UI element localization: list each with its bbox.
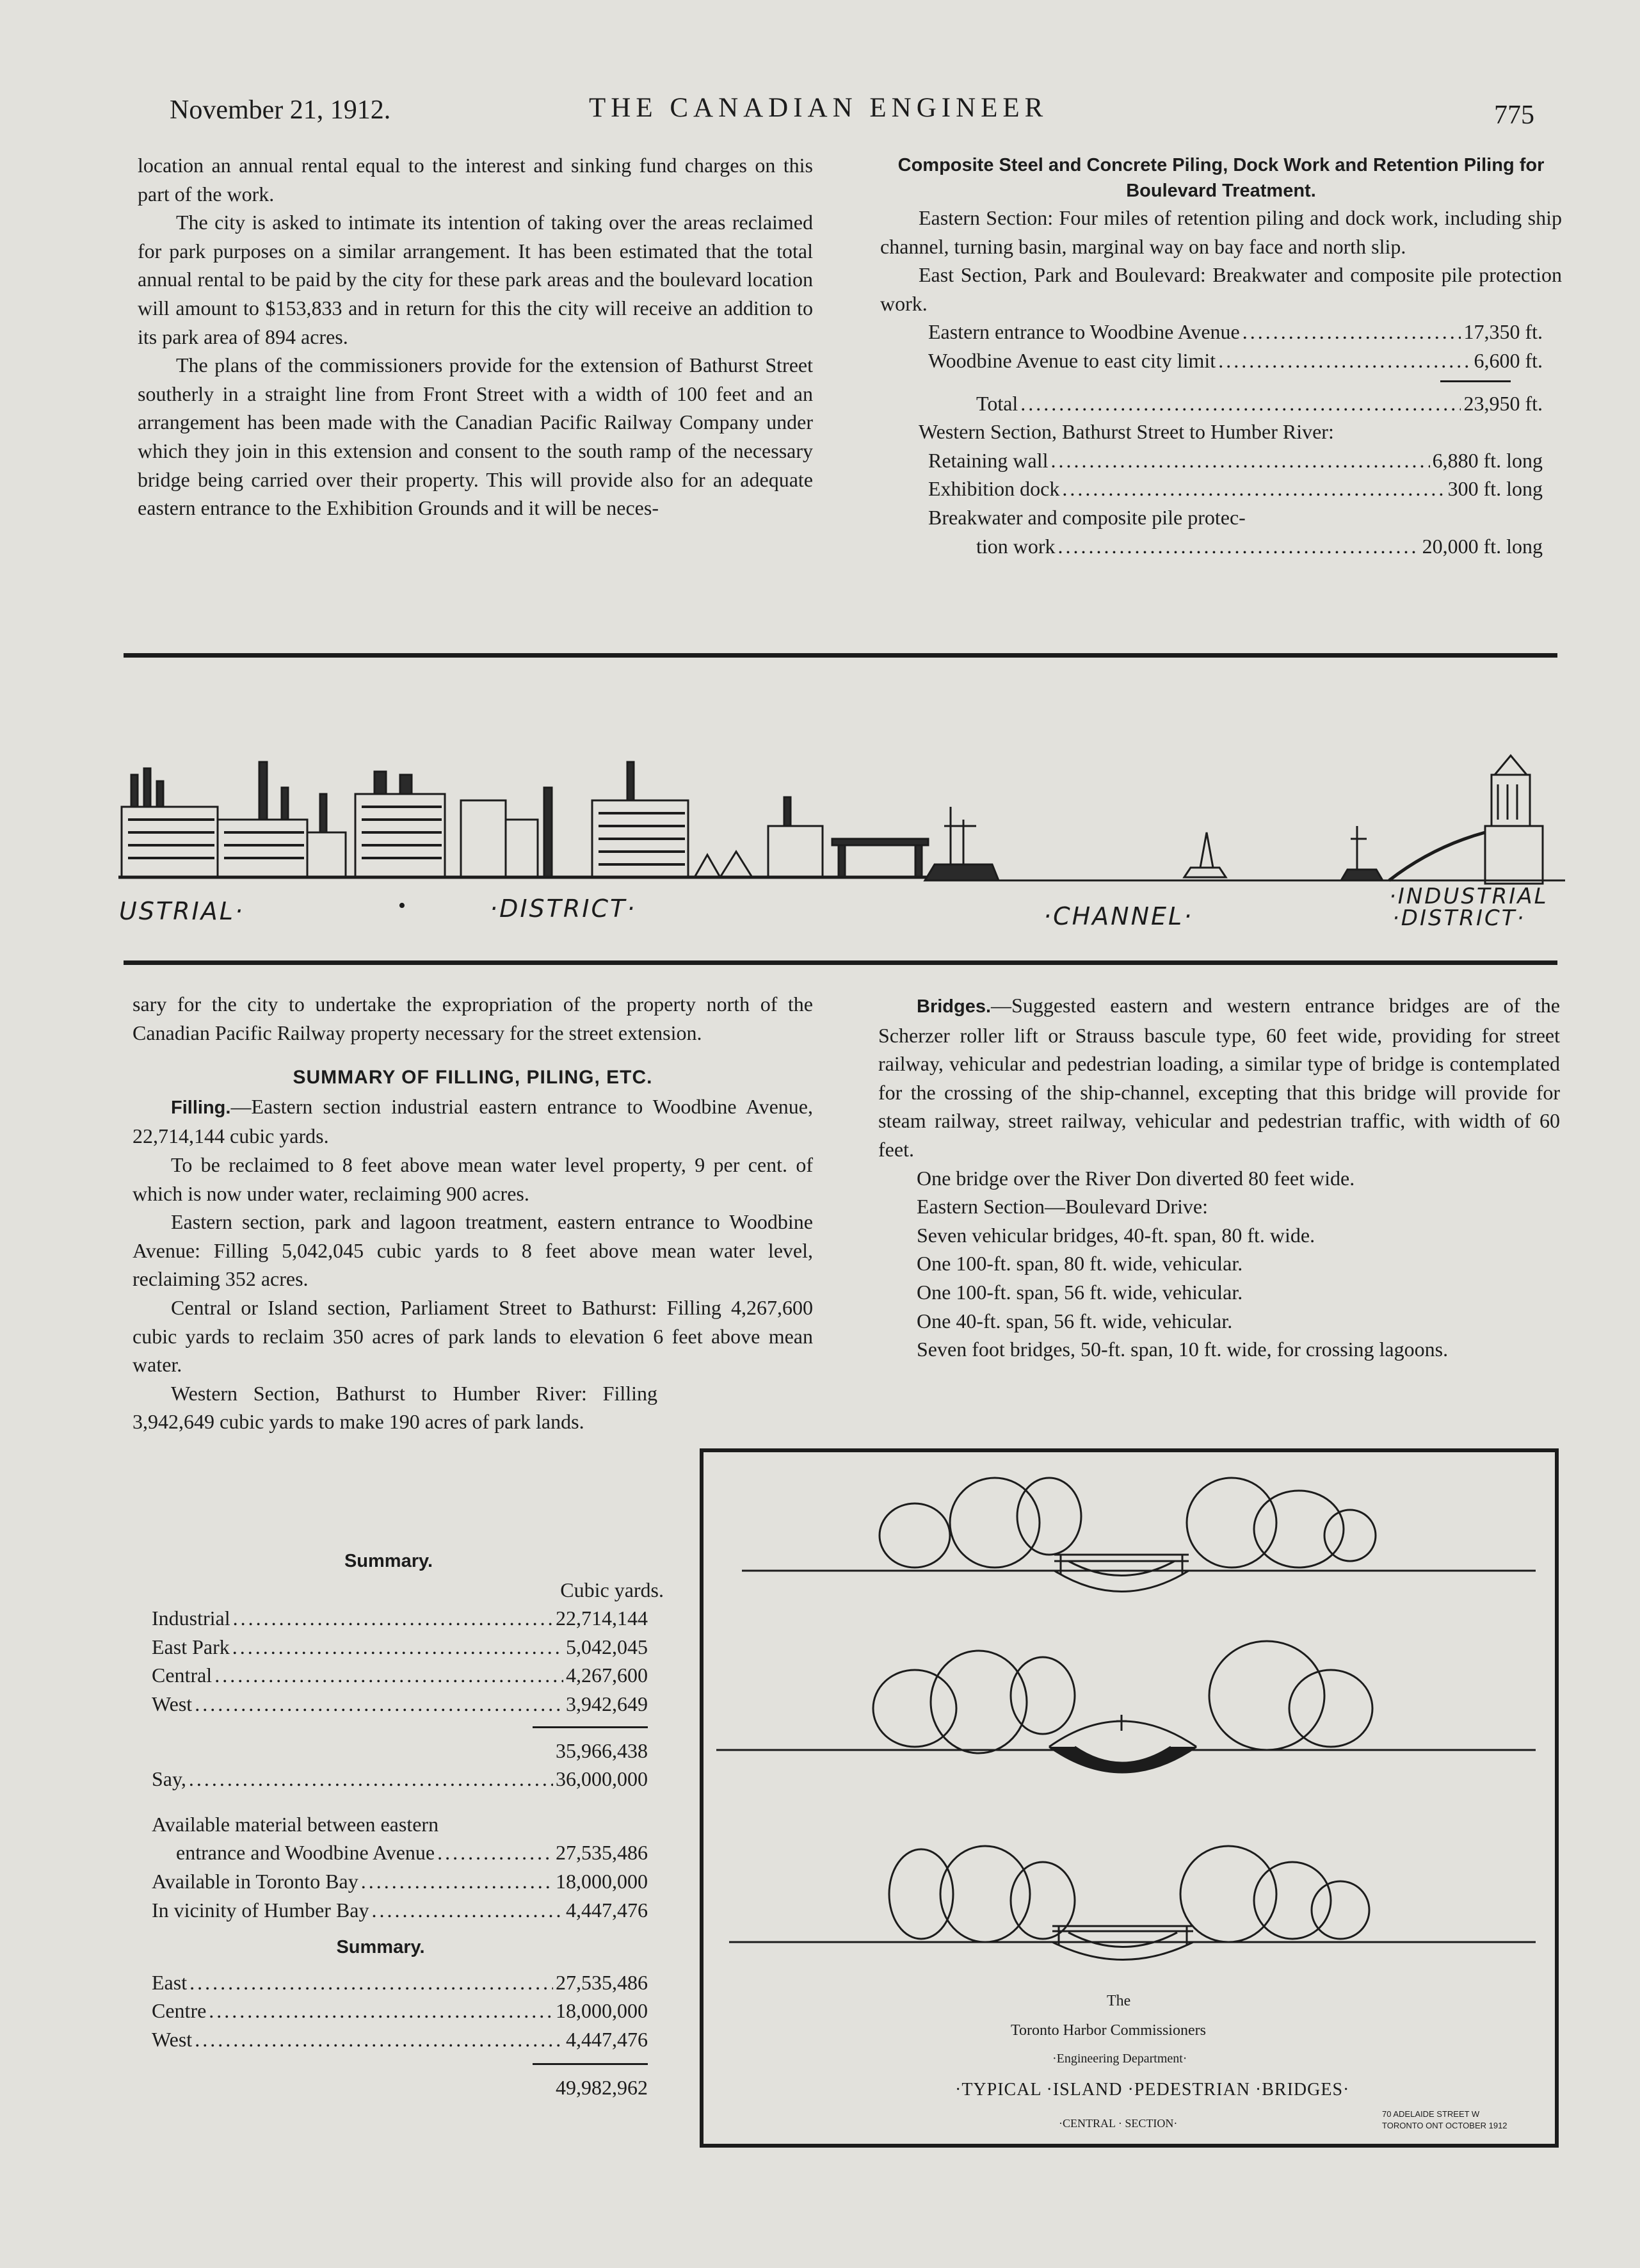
table-row: Woodbine Avenue to east city limit . . . 6,600 ft.	[928, 346, 1543, 375]
drawing-caption-section: ·CENTRAL · SECTION·	[1059, 2117, 1178, 2130]
drawing-caption-department: ·Engineering Department·	[1052, 2052, 1187, 2066]
total-value: 35,966,438	[556, 1738, 648, 1762]
paragraph: Western Section, Bathurst to Humber River: Filling 3,942,649 cubic yards to make 190 acres of park lands.	[133, 1381, 657, 1434]
paragraph: Eastern section, park and lagoon treatment, eastern entrance to Woodbine Avenue: Filling 5,042,045 cubic yards to 8 feet above mean water level, reclaiming 352 acres.	[133, 1210, 813, 1291]
table-row: Centre . . . 18,000,000	[152, 1997, 648, 2025]
paragraph: One bridge over the River Don diverted 80 feet wide.	[917, 1166, 1355, 1190]
paragraph: Eastern Section—Boulevard Drive:	[917, 1195, 1208, 1219]
drawing-caption-the: The	[1107, 1993, 1131, 2009]
paragraph: East Section, Park and Boulevard: Breakwater and composite pile protection work.	[880, 263, 1562, 315]
label-industrial-right: ·INDUSTRIAL	[1389, 884, 1548, 909]
sum-rule	[533, 2063, 648, 2065]
total-value: 49,982,962	[556, 2075, 648, 2099]
paragraph: The city is asked to intimate its intention of taking over the areas reclaimed for park purposes on a similar arrangement. It has been estimated that the total annual rental to be paid by the city for these park areas and the boulevard location will amount to $153,833 and in return for this the city will receive an addition to its park area of 894 acres.	[138, 211, 813, 348]
table-row: Breakwater and composite pile protec-	[928, 505, 1246, 529]
table-row: Central . . . 4,267,600	[152, 1661, 648, 1690]
label-channel: ·CHANNEL·	[1043, 902, 1194, 930]
paragraph: Filling.—Eastern section industrial eastern entrance to Woodbine Avenue, 22,714,144 cubic yards.	[133, 1094, 813, 1148]
table-row: Industrial . . . 22,714,144	[152, 1604, 648, 1633]
top-left-column	[138, 151, 813, 522]
table-row: West . . . 4,447,476	[152, 2025, 648, 2054]
journal-title: THE CANADIAN ENGINEER	[589, 93, 1049, 123]
summary-tables	[152, 1547, 664, 2102]
unit-label: Cubic yards.	[560, 1578, 664, 1601]
paragraph: location an annual rental equal to the interest and sinking fund charges on this part of the work.	[138, 154, 813, 206]
paragraph: One 40-ft. span, 56 ft. wide, vehicular.	[917, 1309, 1233, 1332]
table-row: Available material between eastern	[152, 1812, 439, 1836]
table-row: In vicinity of Humber Bay . . . 4,447,476	[152, 1896, 648, 1925]
harbour-skyline-illustration	[118, 736, 1565, 903]
paragraph: sary for the city to undertake the expropriation of the property north of the Canadian Pacific Railway property necessary for the street extension.	[133, 992, 813, 1044]
skyline-top-rule	[124, 653, 1557, 658]
table-row: Say, . . . 36,000,000	[152, 1765, 648, 1794]
table-row: Eastern entrance to Woodbine Avenue . . . 17,350 ft.	[928, 318, 1543, 346]
paragraph: Western Section, Bathurst Street to Humber River:	[919, 420, 1334, 444]
table-row: Retaining wall . . . 6,880 ft. long	[928, 446, 1543, 475]
label-district-right: ·DISTRICT·	[1392, 905, 1526, 931]
table-row: West . . . 3,942,649	[152, 1690, 648, 1719]
table-row: tion work . . . 20,000 ft. long	[928, 532, 1543, 561]
table-row: East . . . 27,535,486	[152, 1968, 648, 1997]
table-row: entrance and Woodbine Avenue . . . 27,535,486	[152, 1838, 648, 1867]
bridges-drawing-frame	[700, 1448, 1559, 2148]
paragraph: Central or Island section, Parliament Street to Bathurst: Filling 4,267,600 cubic yards to reclaim 350 acres of park lands to elevation 6 feet above mean water.	[133, 1295, 813, 1377]
table-row: Exhibition dock . . . 300 ft. long	[928, 474, 1543, 503]
drawing-address-line2: TORONTO ONT OCTOBER 1912	[1382, 2121, 1507, 2130]
total-row: Total . . . 23,950 ft.	[928, 389, 1543, 418]
table-row: Available in Toronto Bay . . . 18,000,000	[152, 1867, 648, 1896]
summary-title: Summary.	[336, 1937, 425, 1958]
paragraph: The plans of the commissioners provide for the extension of Bathurst Street southerly in a straight line from Front Street with a width of 100 feet and an arrangement has been made with the Canadian Pacific Railway Company under which they join in this extension and consent to the south ramp of the necessary bridge being carried over their property. This will provide also for an adequate eastern entrance to the Exhibition Grounds and it will be neces-	[138, 353, 813, 520]
label-industrial-left: USTRIAL·	[119, 897, 245, 925]
paragraph: Eastern Section: Four miles of retention piling and dock work, including ship channel, turning basin, marginal way on bay face and north slip.	[880, 206, 1562, 258]
run-in-heading: Bridges.	[917, 996, 992, 1017]
paragraph: To be reclaimed to 8 feet above mean water level property, 9 per cent. of which is now under water, reclaiming 900 acres.	[133, 1153, 813, 1205]
skyline-bottom-rule	[124, 960, 1557, 965]
sum-rule	[1440, 380, 1511, 382]
separator-dot: •	[398, 894, 406, 918]
drawing-title: ·TYPICAL ·ISLAND ·PEDESTRIAN ·BRIDGES·	[955, 2080, 1350, 2100]
paragraph: Bridges.—Suggested eastern and western entrance bridges are of the Scherzer roller lift or Strauss bascule type, 60 feet wide, providing for street railway, vehicular and pedestrian loading, a similar type of bridge is contemplated for the crossing of the ship-channel, excepting that this bridge will provide for steam railway, street railway, vehicular and pedestrian traffic, with width of 60 feet.	[878, 994, 1560, 1161]
summary-title: Summary.	[344, 1551, 433, 1571]
bottom-left-column	[133, 990, 813, 1436]
paragraph: Seven vehicular bridges, 40-ft. span, 80 ft. wide.	[917, 1223, 1315, 1247]
top-right-column	[880, 152, 1562, 560]
paragraph: Seven foot bridges, 50-ft. span, 10 ft. wide, for crossing lagoons.	[917, 1338, 1449, 1361]
sum-rule	[533, 1726, 648, 1728]
table-row: East Park . . . 5,042,045	[152, 1633, 648, 1662]
section-heading: SUMMARY OF FILLING, PILING, ETC.	[293, 1067, 653, 1089]
drawing-caption-commissioners: Toronto Harbor Commissioners	[1011, 2022, 1206, 2039]
typical-island-bridges-drawing	[703, 1452, 1555, 1984]
bottom-right-column	[878, 991, 1560, 1364]
run-in-heading: Filling.	[171, 1097, 231, 1118]
issue-date: November 21, 1912.	[170, 95, 391, 125]
paragraph: One 100-ft. span, 56 ft. wide, vehicular.	[917, 1280, 1243, 1304]
section-heading: Composite Steel and Concrete Piling, Dock Work and Retention Piling for Boulevard Treatment.	[897, 155, 1545, 201]
page-number: 775	[1494, 101, 1534, 130]
drawing-address-line1: 70 ADELAIDE STREET W	[1382, 2109, 1480, 2119]
paragraph: One 100-ft. span, 80 ft. wide, vehicular.	[917, 1252, 1243, 1276]
label-district-left: ·DISTRICT·	[490, 895, 637, 923]
